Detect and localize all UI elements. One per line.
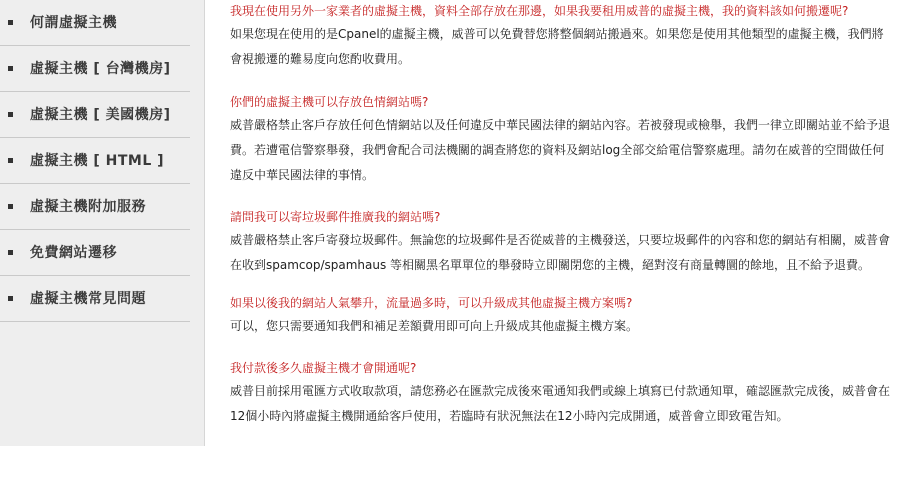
sidebar-item-what-is-virtual-host[interactable] (0, 0, 190, 46)
sidebar-item-us-host[interactable] (0, 92, 190, 138)
faq-question: 我現在使用另外一家業者的虛擬主機，資料全部存放在那邊，如果我要租用威普的虛擬主機，我的資料該如何搬遷呢? (230, 4, 849, 18)
faq-entry (230, 357, 892, 429)
sidebar-item-faq[interactable] (0, 276, 190, 322)
sidebar-item-label: 虛擬主機常見問題 (30, 291, 146, 307)
sidebar-item-free-migration[interactable] (0, 230, 190, 276)
faq-question: 你們的虛擬主機可以存放色情網站嗎? (230, 95, 429, 109)
sidebar (0, 0, 205, 446)
faq-answer: 威普嚴格禁止客戶存放任何色情網站以及任何違反中華民國法律的網站內容。若被發現或檢舉，我們一律立即關站並不給予退費。若遭電信警察舉發，我們會配合司法機關的調查將您的資料及網站log全部交給電信警察處理。請勿在威普的空間做任何違反中華民國法律的事情。 (230, 118, 891, 182)
faq-entry (230, 0, 892, 72)
sidebar-item-taiwan-host[interactable] (0, 46, 190, 92)
sidebar-item-addon-services[interactable] (0, 184, 190, 230)
faq-answer: 可以，您只需要通知我們和補足差額費用即可向上升級成其他虛擬主機方案。 (230, 319, 639, 333)
sidebar-item-label: 虛擬主機附加服務 (30, 199, 146, 215)
faq-entry (230, 292, 892, 339)
faq-entry (230, 206, 892, 278)
faq-question: 請問我可以寄垃圾郵件推廣我的網站嗎? (230, 210, 441, 224)
faq-content (230, 0, 892, 429)
sidebar-item-label: 何謂虛擬主機 (30, 15, 117, 31)
sidebar-item-html-host[interactable] (0, 138, 190, 184)
sidebar-item-label: 虛擬主機 [ HTML ] (30, 153, 165, 169)
sidebar-item-label: 免費網站遷移 (30, 245, 117, 261)
faq-question: 如果以後我的網站人氣攀升，流量過多時，可以升級成其他虛擬主機方案嗎? (230, 296, 633, 310)
faq-answer: 威普目前採用電匯方式收取款項，請您務必在匯款完成後來電通知我們或線上填寫已付款通知單，確認匯款完成後，威普會在12個小時內將虛擬主機開通給客戶使用，若臨時有狀況無法在12小時內完成開通，威普會立即致電告知。 (230, 384, 891, 423)
bullet-icon (8, 204, 13, 209)
bullet-icon (8, 250, 13, 255)
bullet-icon (8, 66, 13, 71)
sidebar-menu (0, 0, 204, 322)
bullet-icon (8, 20, 13, 25)
bullet-icon (8, 158, 13, 163)
faq-answer: 如果您現在使用的是Cpanel的虛擬主機，威普可以免費替您將整個網站搬過來。如果您是使用其他類型的虛擬主機，我們將會視搬遷的難易度向您酌收費用。 (230, 27, 884, 66)
bullet-icon (8, 296, 13, 301)
sidebar-item-label: 虛擬主機 [ 美國機房] (30, 107, 171, 123)
sidebar-item-label: 虛擬主機 [ 台灣機房] (30, 61, 171, 77)
faq-answer: 威普嚴格禁止客戶寄發垃圾郵件。無論您的垃圾郵件是否從威普的主機發送，只要垃圾郵件的內容和您的網站有相關，威普會在收到spamcop/spamhaus 等相關黑名單單位的舉發時立即關閉您的主機，絕對沒有商量轉圜的餘地，且不給予退費。 (230, 233, 891, 272)
bullet-icon (8, 112, 13, 117)
faq-question: 我付款後多久虛擬主機才會開通呢? (230, 361, 417, 375)
faq-entry (230, 91, 892, 188)
